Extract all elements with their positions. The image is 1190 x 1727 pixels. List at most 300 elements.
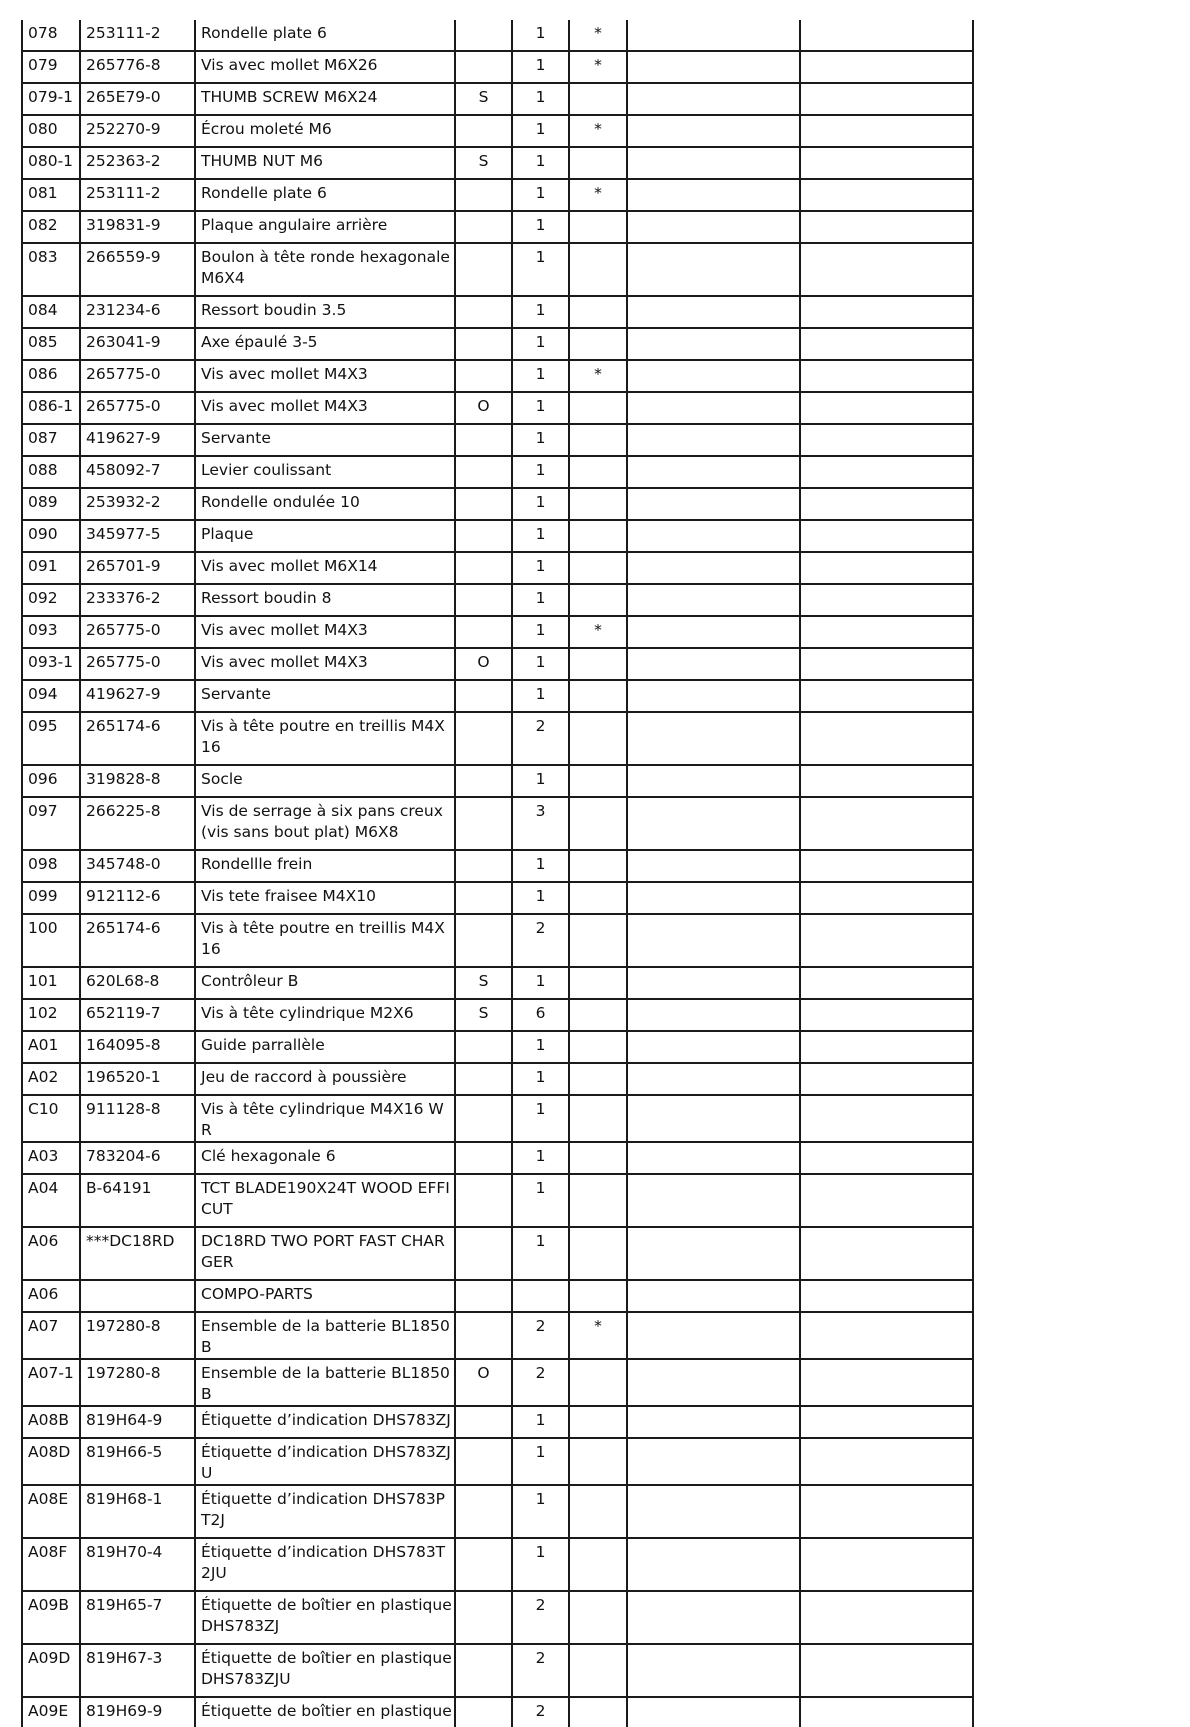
empty-cell (800, 328, 973, 360)
description-cell: Vis tete fraisee M4X10 (195, 882, 455, 914)
empty-cell (800, 1280, 973, 1312)
note-cell: * (569, 360, 627, 392)
part-number-cell: 231234-6 (80, 296, 195, 328)
part-number-cell: 253111-2 (80, 179, 195, 211)
item-number-cell: A04 (22, 1174, 80, 1227)
empty-cell (800, 765, 973, 797)
empty-cell (627, 1538, 800, 1591)
empty-cell (627, 1063, 800, 1095)
description-cell: Ressort boudin 3.5 (195, 296, 455, 328)
empty-cell (627, 1227, 800, 1280)
note-cell (569, 1485, 627, 1538)
part-number-cell: B-64191 (80, 1174, 195, 1227)
note-cell (569, 1697, 627, 1727)
empty-cell (627, 967, 800, 999)
mark-cell (455, 1031, 512, 1063)
quantity-cell: 1 (512, 520, 569, 552)
part-number-cell: 197280-8 (80, 1312, 195, 1359)
quantity-cell: 1 (512, 616, 569, 648)
empty-cell (627, 850, 800, 882)
description-cell: Étiquette d’indication DHS783PT2J (195, 1485, 455, 1538)
empty-cell (627, 392, 800, 424)
quantity-cell: 1 (512, 147, 569, 179)
note-cell: * (569, 1312, 627, 1359)
empty-cell (800, 115, 973, 147)
mark-cell (455, 797, 512, 850)
item-number-cell: A09B (22, 1591, 80, 1644)
note-cell (569, 1538, 627, 1591)
table-row (22, 1359, 973, 1406)
table-row (22, 179, 973, 211)
description-cell: THUMB NUT M6 (195, 147, 455, 179)
empty-cell (800, 456, 973, 488)
table-row (22, 1142, 973, 1174)
item-number-cell: 096 (22, 765, 80, 797)
description-cell: Vis à tête cylindrique M2X6 (195, 999, 455, 1031)
quantity-cell: 2 (512, 1697, 569, 1727)
empty-cell (627, 1031, 800, 1063)
empty-cell (627, 648, 800, 680)
empty-cell (627, 179, 800, 211)
mark-cell: S (455, 999, 512, 1031)
part-number-cell: 265775-0 (80, 648, 195, 680)
part-number-cell: 819H67-3 (80, 1644, 195, 1697)
parts-list-body (22, 20, 973, 1727)
empty-cell (800, 1174, 973, 1227)
part-number-cell: 819H64-9 (80, 1406, 195, 1438)
mark-cell (455, 328, 512, 360)
mark-cell (455, 1538, 512, 1591)
part-number-cell: 783204-6 (80, 1142, 195, 1174)
item-number-cell: 083 (22, 243, 80, 296)
item-number-cell: A08D (22, 1438, 80, 1485)
table-row (22, 83, 973, 115)
empty-cell (800, 1406, 973, 1438)
item-number-cell: 091 (22, 552, 80, 584)
quantity-cell: 1 (512, 648, 569, 680)
mark-cell: O (455, 1359, 512, 1406)
mark-cell (455, 1406, 512, 1438)
empty-cell (800, 392, 973, 424)
table-row (22, 360, 973, 392)
item-number-cell: 093 (22, 616, 80, 648)
description-cell: Jeu de raccord à poussière (195, 1063, 455, 1095)
part-number-cell: 819H68-1 (80, 1485, 195, 1538)
table-row (22, 147, 973, 179)
table-row (22, 999, 973, 1031)
mark-cell (455, 243, 512, 296)
quantity-cell: 1 (512, 850, 569, 882)
part-number-cell: 819H70-4 (80, 1538, 195, 1591)
empty-cell (800, 712, 973, 765)
part-number-cell: 819H69-9 (80, 1697, 195, 1727)
empty-cell (627, 1438, 800, 1485)
quantity-cell: 1 (512, 360, 569, 392)
part-number-cell: 345977-5 (80, 520, 195, 552)
mark-cell (455, 552, 512, 584)
table-row (22, 552, 973, 584)
item-number-cell: A08E (22, 1485, 80, 1538)
mark-cell (455, 179, 512, 211)
quantity-cell: 1 (512, 51, 569, 83)
empty-cell (627, 765, 800, 797)
empty-cell (627, 51, 800, 83)
item-number-cell: 078 (22, 20, 80, 51)
description-cell: Étiquette de boîtier en plastique DHS783ZJ (195, 1591, 455, 1644)
note-cell (569, 584, 627, 616)
description-cell: Plaque (195, 520, 455, 552)
table-row (22, 51, 973, 83)
mark-cell: O (455, 648, 512, 680)
description-cell: Vis à tête cylindrique M4X16 WR (195, 1095, 455, 1142)
table-row (22, 211, 973, 243)
empty-cell (627, 1312, 800, 1359)
note-cell (569, 243, 627, 296)
note-cell (569, 765, 627, 797)
part-number-cell: 265701-9 (80, 552, 195, 584)
description-cell: Étiquette de boîtier en plastique DHS783ZJU (195, 1644, 455, 1697)
empty-cell (800, 20, 973, 51)
quantity-cell: 1 (512, 115, 569, 147)
item-number-cell: 079-1 (22, 83, 80, 115)
quantity-cell: 2 (512, 1312, 569, 1359)
mark-cell (455, 1485, 512, 1538)
empty-cell (800, 1591, 973, 1644)
description-cell: Étiquette de boîtier en plastique (195, 1697, 455, 1727)
item-number-cell: A08F (22, 1538, 80, 1591)
table-row (22, 424, 973, 456)
empty-cell (800, 584, 973, 616)
empty-cell (800, 882, 973, 914)
quantity-cell: 1 (512, 179, 569, 211)
part-number-cell: 197280-8 (80, 1359, 195, 1406)
item-number-cell: 080-1 (22, 147, 80, 179)
table-row (22, 1095, 973, 1142)
note-cell (569, 712, 627, 765)
item-number-cell: 081 (22, 179, 80, 211)
item-number-cell: 093-1 (22, 648, 80, 680)
note-cell: * (569, 115, 627, 147)
quantity-cell: 6 (512, 999, 569, 1031)
description-cell: Boulon à tête ronde hexagonale M6X4 (195, 243, 455, 296)
description-cell: Rondellle frein (195, 850, 455, 882)
table-row (22, 296, 973, 328)
mark-cell (455, 456, 512, 488)
note-cell (569, 1280, 627, 1312)
note-cell (569, 648, 627, 680)
item-number-cell: 101 (22, 967, 80, 999)
empty-cell (800, 488, 973, 520)
mark-cell (455, 1063, 512, 1095)
mark-cell (455, 1095, 512, 1142)
part-number-cell: 652119-7 (80, 999, 195, 1031)
part-number-cell: 912112-6 (80, 882, 195, 914)
quantity-cell (512, 1280, 569, 1312)
part-number-cell: 253932-2 (80, 488, 195, 520)
empty-cell (627, 797, 800, 850)
note-cell (569, 520, 627, 552)
item-number-cell: A07 (22, 1312, 80, 1359)
mark-cell (455, 424, 512, 456)
empty-cell (800, 999, 973, 1031)
table-row (22, 797, 973, 850)
empty-cell (627, 999, 800, 1031)
note-cell (569, 914, 627, 967)
empty-cell (800, 296, 973, 328)
table-row (22, 1063, 973, 1095)
table-row (22, 20, 973, 51)
empty-cell (627, 1174, 800, 1227)
empty-cell (800, 520, 973, 552)
quantity-cell: 1 (512, 1227, 569, 1280)
empty-cell (627, 680, 800, 712)
item-number-cell: 088 (22, 456, 80, 488)
note-cell (569, 967, 627, 999)
mark-cell (455, 51, 512, 83)
empty-cell (627, 1644, 800, 1697)
part-number-cell: 911128-8 (80, 1095, 195, 1142)
mark-cell (455, 20, 512, 51)
item-number-cell: 090 (22, 520, 80, 552)
empty-cell (627, 424, 800, 456)
mark-cell (455, 584, 512, 616)
note-cell (569, 1063, 627, 1095)
table-row (22, 850, 973, 882)
item-number-cell: 097 (22, 797, 80, 850)
description-cell: Étiquette d’indication DHS783T2JU (195, 1538, 455, 1591)
note-cell (569, 1227, 627, 1280)
empty-cell (627, 1406, 800, 1438)
description-cell: Socle (195, 765, 455, 797)
empty-cell (800, 914, 973, 967)
item-number-cell: 087 (22, 424, 80, 456)
quantity-cell: 1 (512, 1031, 569, 1063)
item-number-cell: A06 (22, 1280, 80, 1312)
table-row (22, 616, 973, 648)
mark-cell (455, 360, 512, 392)
part-number-cell: 265775-0 (80, 360, 195, 392)
quantity-cell: 1 (512, 584, 569, 616)
part-number-cell: 620L68-8 (80, 967, 195, 999)
quantity-cell: 1 (512, 967, 569, 999)
part-number-cell: 265174-6 (80, 914, 195, 967)
item-number-cell: 100 (22, 914, 80, 967)
item-number-cell: 082 (22, 211, 80, 243)
description-cell: Vis à tête poutre en treillis M4X16 (195, 914, 455, 967)
description-cell: Guide parrallèle (195, 1031, 455, 1063)
part-number-cell: 265174-6 (80, 712, 195, 765)
table-row (22, 882, 973, 914)
item-number-cell: 086-1 (22, 392, 80, 424)
empty-cell (800, 1031, 973, 1063)
part-number-cell: 196520-1 (80, 1063, 195, 1095)
mark-cell: S (455, 967, 512, 999)
note-cell (569, 296, 627, 328)
quantity-cell: 1 (512, 296, 569, 328)
description-cell: Clé hexagonale 6 (195, 1142, 455, 1174)
quantity-cell: 2 (512, 712, 569, 765)
mark-cell (455, 680, 512, 712)
mark-cell (455, 1142, 512, 1174)
description-cell: Étiquette d’indication DHS783ZJU (195, 1438, 455, 1485)
quantity-cell: 1 (512, 456, 569, 488)
item-number-cell: 080 (22, 115, 80, 147)
note-cell (569, 1031, 627, 1063)
description-cell: Vis avec mollet M4X3 (195, 360, 455, 392)
description-cell: TCT BLADE190X24T WOOD EFFICUT (195, 1174, 455, 1227)
item-number-cell: 084 (22, 296, 80, 328)
note-cell: * (569, 20, 627, 51)
mark-cell: S (455, 147, 512, 179)
empty-cell (800, 1485, 973, 1538)
item-number-cell: A03 (22, 1142, 80, 1174)
mark-cell (455, 488, 512, 520)
item-number-cell: 102 (22, 999, 80, 1031)
empty-cell (627, 1142, 800, 1174)
item-number-cell: A09D (22, 1644, 80, 1697)
item-number-cell: 085 (22, 328, 80, 360)
mark-cell (455, 1174, 512, 1227)
quantity-cell: 1 (512, 488, 569, 520)
description-cell: Rondelle plate 6 (195, 179, 455, 211)
empty-cell (627, 243, 800, 296)
item-number-cell: A08B (22, 1406, 80, 1438)
note-cell (569, 328, 627, 360)
empty-cell (800, 243, 973, 296)
item-number-cell: 095 (22, 712, 80, 765)
empty-cell (627, 882, 800, 914)
part-number-cell: ***DC18RD (80, 1227, 195, 1280)
quantity-cell: 1 (512, 1538, 569, 1591)
note-cell (569, 797, 627, 850)
empty-cell (627, 1591, 800, 1644)
note-cell (569, 392, 627, 424)
table-row (22, 1312, 973, 1359)
description-cell: Vis avec mollet M4X3 (195, 648, 455, 680)
note-cell (569, 1438, 627, 1485)
description-cell: Vis avec mollet M4X3 (195, 616, 455, 648)
empty-cell (627, 296, 800, 328)
table-row (22, 488, 973, 520)
description-cell: Écrou moleté M6 (195, 115, 455, 147)
empty-cell (800, 1438, 973, 1485)
quantity-cell: 1 (512, 1142, 569, 1174)
description-cell: Axe épaulé 3-5 (195, 328, 455, 360)
table-row (22, 1280, 973, 1312)
mark-cell (455, 1591, 512, 1644)
quantity-cell: 1 (512, 1174, 569, 1227)
note-cell (569, 83, 627, 115)
description-cell: THUMB SCREW M6X24 (195, 83, 455, 115)
part-number-cell: 265775-0 (80, 616, 195, 648)
note-cell: * (569, 51, 627, 83)
quantity-cell: 1 (512, 20, 569, 51)
table-row (22, 1406, 973, 1438)
mark-cell (455, 850, 512, 882)
table-row (22, 1591, 973, 1644)
mark-cell (455, 1697, 512, 1727)
note-cell (569, 1359, 627, 1406)
part-number-cell: 319831-9 (80, 211, 195, 243)
mark-cell (455, 520, 512, 552)
quantity-cell: 1 (512, 424, 569, 456)
description-cell: Vis à tête poutre en treillis M4X16 (195, 712, 455, 765)
quantity-cell: 1 (512, 552, 569, 584)
empty-cell (800, 1644, 973, 1697)
empty-cell (627, 488, 800, 520)
note-cell (569, 1591, 627, 1644)
note-cell (569, 488, 627, 520)
quantity-cell: 1 (512, 328, 569, 360)
item-number-cell: A07-1 (22, 1359, 80, 1406)
description-cell: Étiquette d’indication DHS783ZJ (195, 1406, 455, 1438)
table-row (22, 765, 973, 797)
mark-cell (455, 1644, 512, 1697)
part-number-cell: 319828-8 (80, 765, 195, 797)
empty-cell (627, 211, 800, 243)
note-cell (569, 147, 627, 179)
empty-cell (800, 552, 973, 584)
table-row (22, 1227, 973, 1280)
description-cell: Vis avec mollet M4X3 (195, 392, 455, 424)
part-number-cell: 252270-9 (80, 115, 195, 147)
part-number-cell: 345748-0 (80, 850, 195, 882)
mark-cell (455, 1438, 512, 1485)
empty-cell (627, 360, 800, 392)
empty-cell (800, 1697, 973, 1727)
empty-cell (627, 584, 800, 616)
item-number-cell: A01 (22, 1031, 80, 1063)
table-row (22, 243, 973, 296)
note-cell (569, 999, 627, 1031)
description-cell: Rondelle plate 6 (195, 20, 455, 51)
part-number-cell: 819H66-5 (80, 1438, 195, 1485)
note-cell: * (569, 179, 627, 211)
note-cell (569, 1406, 627, 1438)
quantity-cell: 1 (512, 1485, 569, 1538)
mark-cell (455, 616, 512, 648)
table-row (22, 115, 973, 147)
mark-cell: S (455, 83, 512, 115)
empty-cell (627, 712, 800, 765)
part-number-cell: 253111-2 (80, 20, 195, 51)
description-cell: Plaque angulaire arrière (195, 211, 455, 243)
item-number-cell: 094 (22, 680, 80, 712)
description-cell: Levier coulissant (195, 456, 455, 488)
quantity-cell: 2 (512, 914, 569, 967)
description-cell: DC18RD TWO PORT FAST CHARGER (195, 1227, 455, 1280)
mark-cell (455, 1280, 512, 1312)
description-cell: Rondelle ondulée 10 (195, 488, 455, 520)
table-row (22, 680, 973, 712)
empty-cell (627, 1280, 800, 1312)
part-number-cell: 263041-9 (80, 328, 195, 360)
note-cell (569, 424, 627, 456)
mark-cell (455, 1227, 512, 1280)
mark-cell (455, 765, 512, 797)
table-row (22, 392, 973, 424)
empty-cell (627, 1485, 800, 1538)
quantity-cell: 1 (512, 83, 569, 115)
description-cell: Ensemble de la batterie BL1850B (195, 1359, 455, 1406)
note-cell: * (569, 616, 627, 648)
empty-cell (800, 1063, 973, 1095)
empty-cell (800, 616, 973, 648)
item-number-cell: A09E (22, 1697, 80, 1727)
item-number-cell: A06 (22, 1227, 80, 1280)
empty-cell (627, 456, 800, 488)
quantity-cell: 1 (512, 243, 569, 296)
